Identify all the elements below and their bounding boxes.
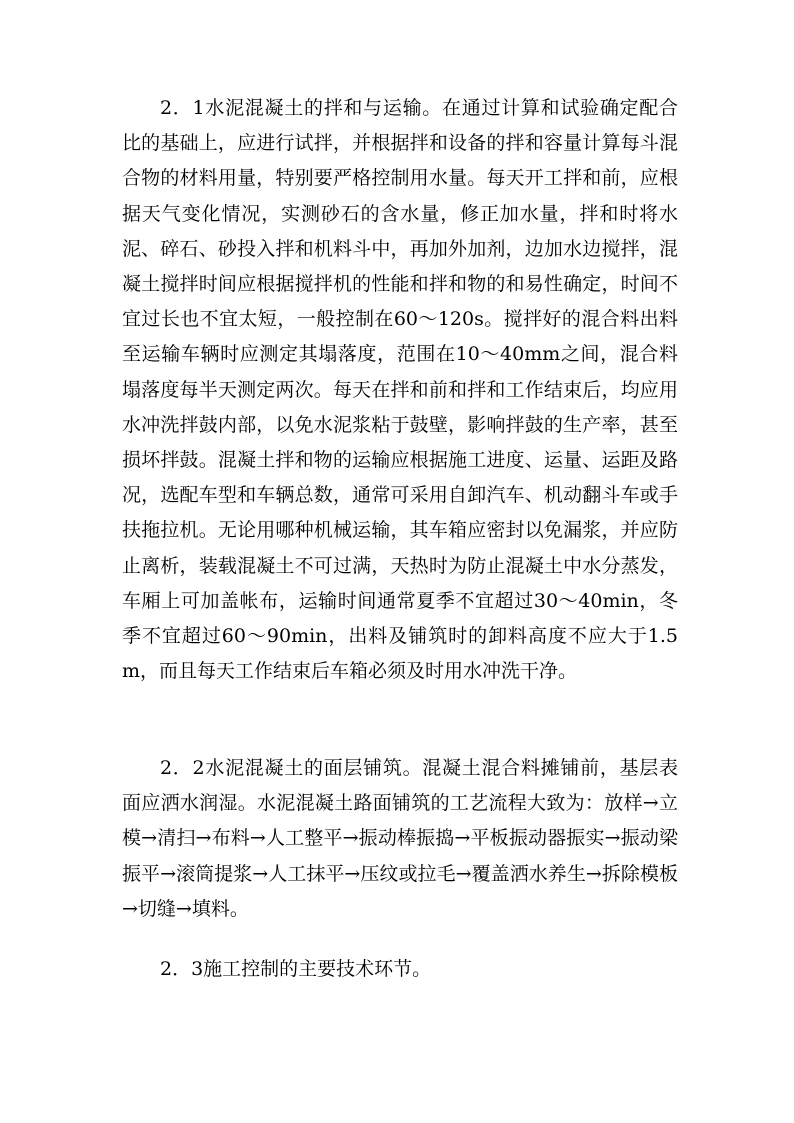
paragraph-surface-paving: 2．2水泥混凝土的面层铺筑。混凝土混合料摊铺前，基层表面应洒水润湿。水泥混凝土路面铺筑的工艺流程大致为：放样→立模→清扫→布料→人工整平→振动棒振捣→平板振动器振实→振动梁振平→滚筒提浆→人工抹平→压纹或拉毛→覆盖洒水养生→拆除模板→切缝→填料。 — [122, 757, 678, 920]
paragraph-control-techniques: 2．3施工控制的主要技术环节。 — [160, 958, 432, 980]
paragraph-mixing-transport: 2．1水泥混凝土的拌和与运输。在通过计算和试验确定配合比的基础上，应进行试拌，并根据拌和设备的拌和容量计算每斗混合物的材料用量，特别要严格控制用水量。每天开工拌和前，应根据天气变化情况，实测砂石的含水量，修正加水量，拌和时将水泥、碎石、砂投入拌和机料斗中，再加外加剂，边加水边搅拌，混凝土搅拌时间应根据搅拌机的性能和拌和物的和易性确定，时间不宜过长也不宜太短，一般控制在60～120s。搅拌好的混合料出料至运输车辆时应测定其塌落度，范围在10～40mm之间，混合料塌落度每半天测定两次。每天在拌和前和拌和工作结束后，均应用水冲洗拌鼓内部，以免水泥浆粘于鼓壁，影响拌鼓的生产率，甚至损坏拌鼓。混凝土拌和物的运输应根据施工进度、运量、运距及路况，选配车型和车辆总数，通常可采用自卸汽车、机动翻斗车或手扶拖拉机。无论用哪种机械运输，其车箱应密封以免漏浆，并应防止离析，装载混凝土不可过满，天热时为防止混凝土中水分蒸发，车厢上可加盖帐布，运输时间通常夏季不宜超过30～40min，冬季不宜超过60～90min，出料及铺筑时的卸料高度不应大于1.5m，而且每天工作结束后车箱必须及时用水冲洗干净。 — [122, 97, 678, 683]
